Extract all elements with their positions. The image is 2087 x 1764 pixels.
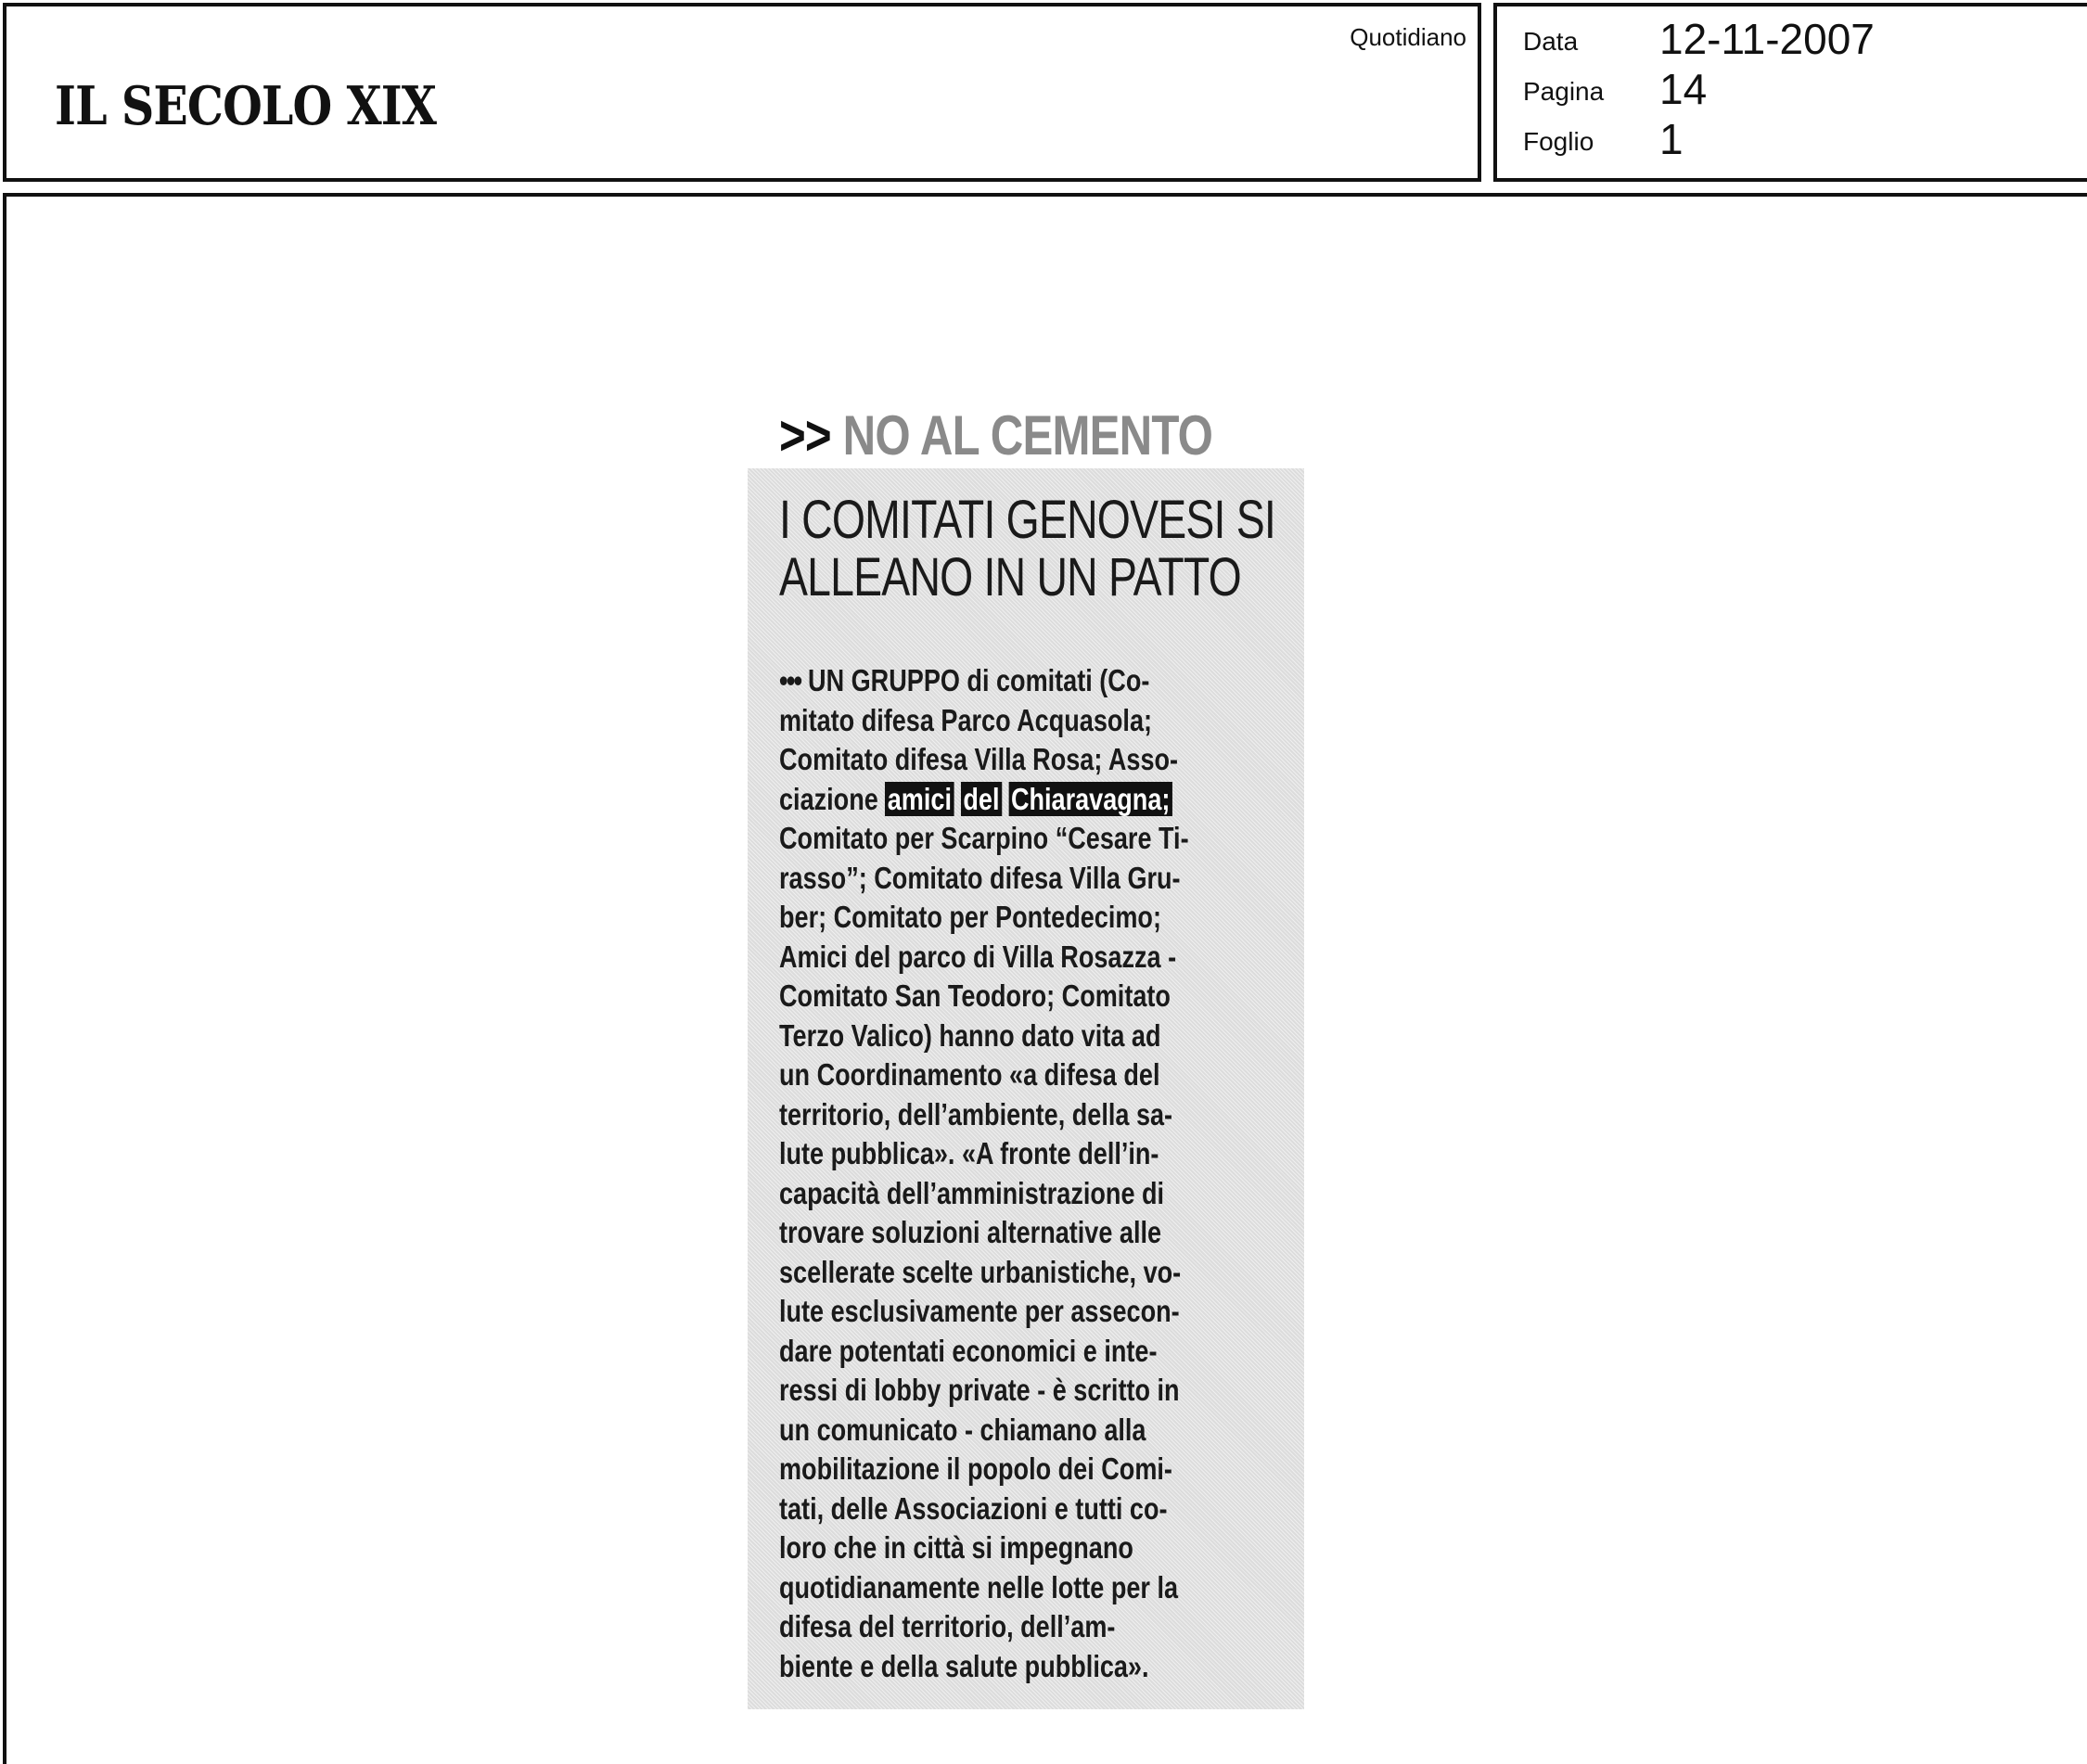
headline-line: ALLEANO IN UN PATTO [779, 547, 1241, 607]
meta-date-value: 12-11-2007 [1659, 15, 1875, 63]
body-line: capacità dell’amministrazione di [779, 1175, 1165, 1210]
body-line: lute pubblica». «A fronte dell’in- [779, 1136, 1159, 1170]
meta-sheet-label: Foglio [1523, 127, 1594, 156]
meta-date-label: Data [1523, 27, 1579, 56]
body-line: quotidianamente nelle lotte per la [779, 1569, 1179, 1604]
bullets-icon: ••• [779, 663, 801, 697]
kicker-text: NO AL CEMENTO [842, 404, 1213, 467]
body-line: Comitato difesa Villa Rosa; Asso- [779, 742, 1179, 776]
article-headline [779, 492, 1447, 607]
body-line: un Coordinamento «a difesa del [779, 1057, 1160, 1092]
body-line: territorio, dell’ambiente, della sa- [779, 1096, 1173, 1131]
masthead-logo: IL SECOLO XIX [55, 75, 436, 137]
body-line: trovare soluzioni alternative alle [779, 1215, 1162, 1249]
body-line: lute esclusivamente per assecon- [779, 1294, 1180, 1328]
publication-type-label: Quotidiano [1350, 23, 1466, 51]
meta-page-value: 14 [1659, 65, 1708, 113]
body-line: scellerate scelte urbanistiche, vo- [779, 1254, 1182, 1289]
body-line: Terzo Valico) hanno dato vita ad [779, 1017, 1161, 1053]
meta-sheet-value: 1 [1659, 115, 1684, 163]
highlighted-word: del [961, 782, 1002, 816]
headline-line: I COMITATI GENOVESI SI [779, 490, 1275, 550]
body-line: ressi di lobby private - è scritto in [779, 1373, 1180, 1407]
body-line: mitato difesa Parco Acquasola; [779, 702, 1153, 737]
body-line: un comunicato - chiamano alla [779, 1412, 1146, 1447]
body-line [779, 780, 1297, 820]
body-line: ber; Comitato per Pontedecimo; [779, 900, 1161, 934]
body-line: biente e della salute pubblica». [779, 1648, 1149, 1683]
highlighted-word: amici [885, 782, 954, 816]
kicker-arrows: >> [779, 404, 831, 467]
header-masthead-box [3, 3, 1481, 182]
body-line: loro che in città si impegnano [779, 1530, 1133, 1565]
body-line: difesa del territorio, dell’am- [779, 1609, 1116, 1643]
meta-page-label: Pagina [1523, 77, 1605, 106]
body-line-text: ciazione [779, 781, 878, 816]
highlighted-word: Chiaravagna; [1008, 782, 1172, 816]
body-line: mobilitazione il popolo dei Comi- [779, 1451, 1172, 1486]
body-line-text: UN GRUPPO di comitati (Co- [808, 663, 1150, 697]
article-body [779, 661, 1297, 1686]
body-line: Comitato San Teodoro; Comitato [779, 978, 1171, 1013]
article-kicker [779, 403, 1212, 467]
body-line [779, 661, 1297, 701]
body-line: tati, delle Associazioni e tutti co- [779, 1490, 1168, 1526]
body-line: Amici del parco di Villa Rosazza - [779, 939, 1177, 974]
body-line: rasso”; Comitato difesa Villa Gru- [779, 860, 1181, 895]
body-line: Comitato per Scarpino “Cesare Ti- [779, 821, 1189, 855]
header-meta-box [1493, 3, 2087, 182]
body-line: dare potentati economici e inte- [779, 1333, 1158, 1368]
